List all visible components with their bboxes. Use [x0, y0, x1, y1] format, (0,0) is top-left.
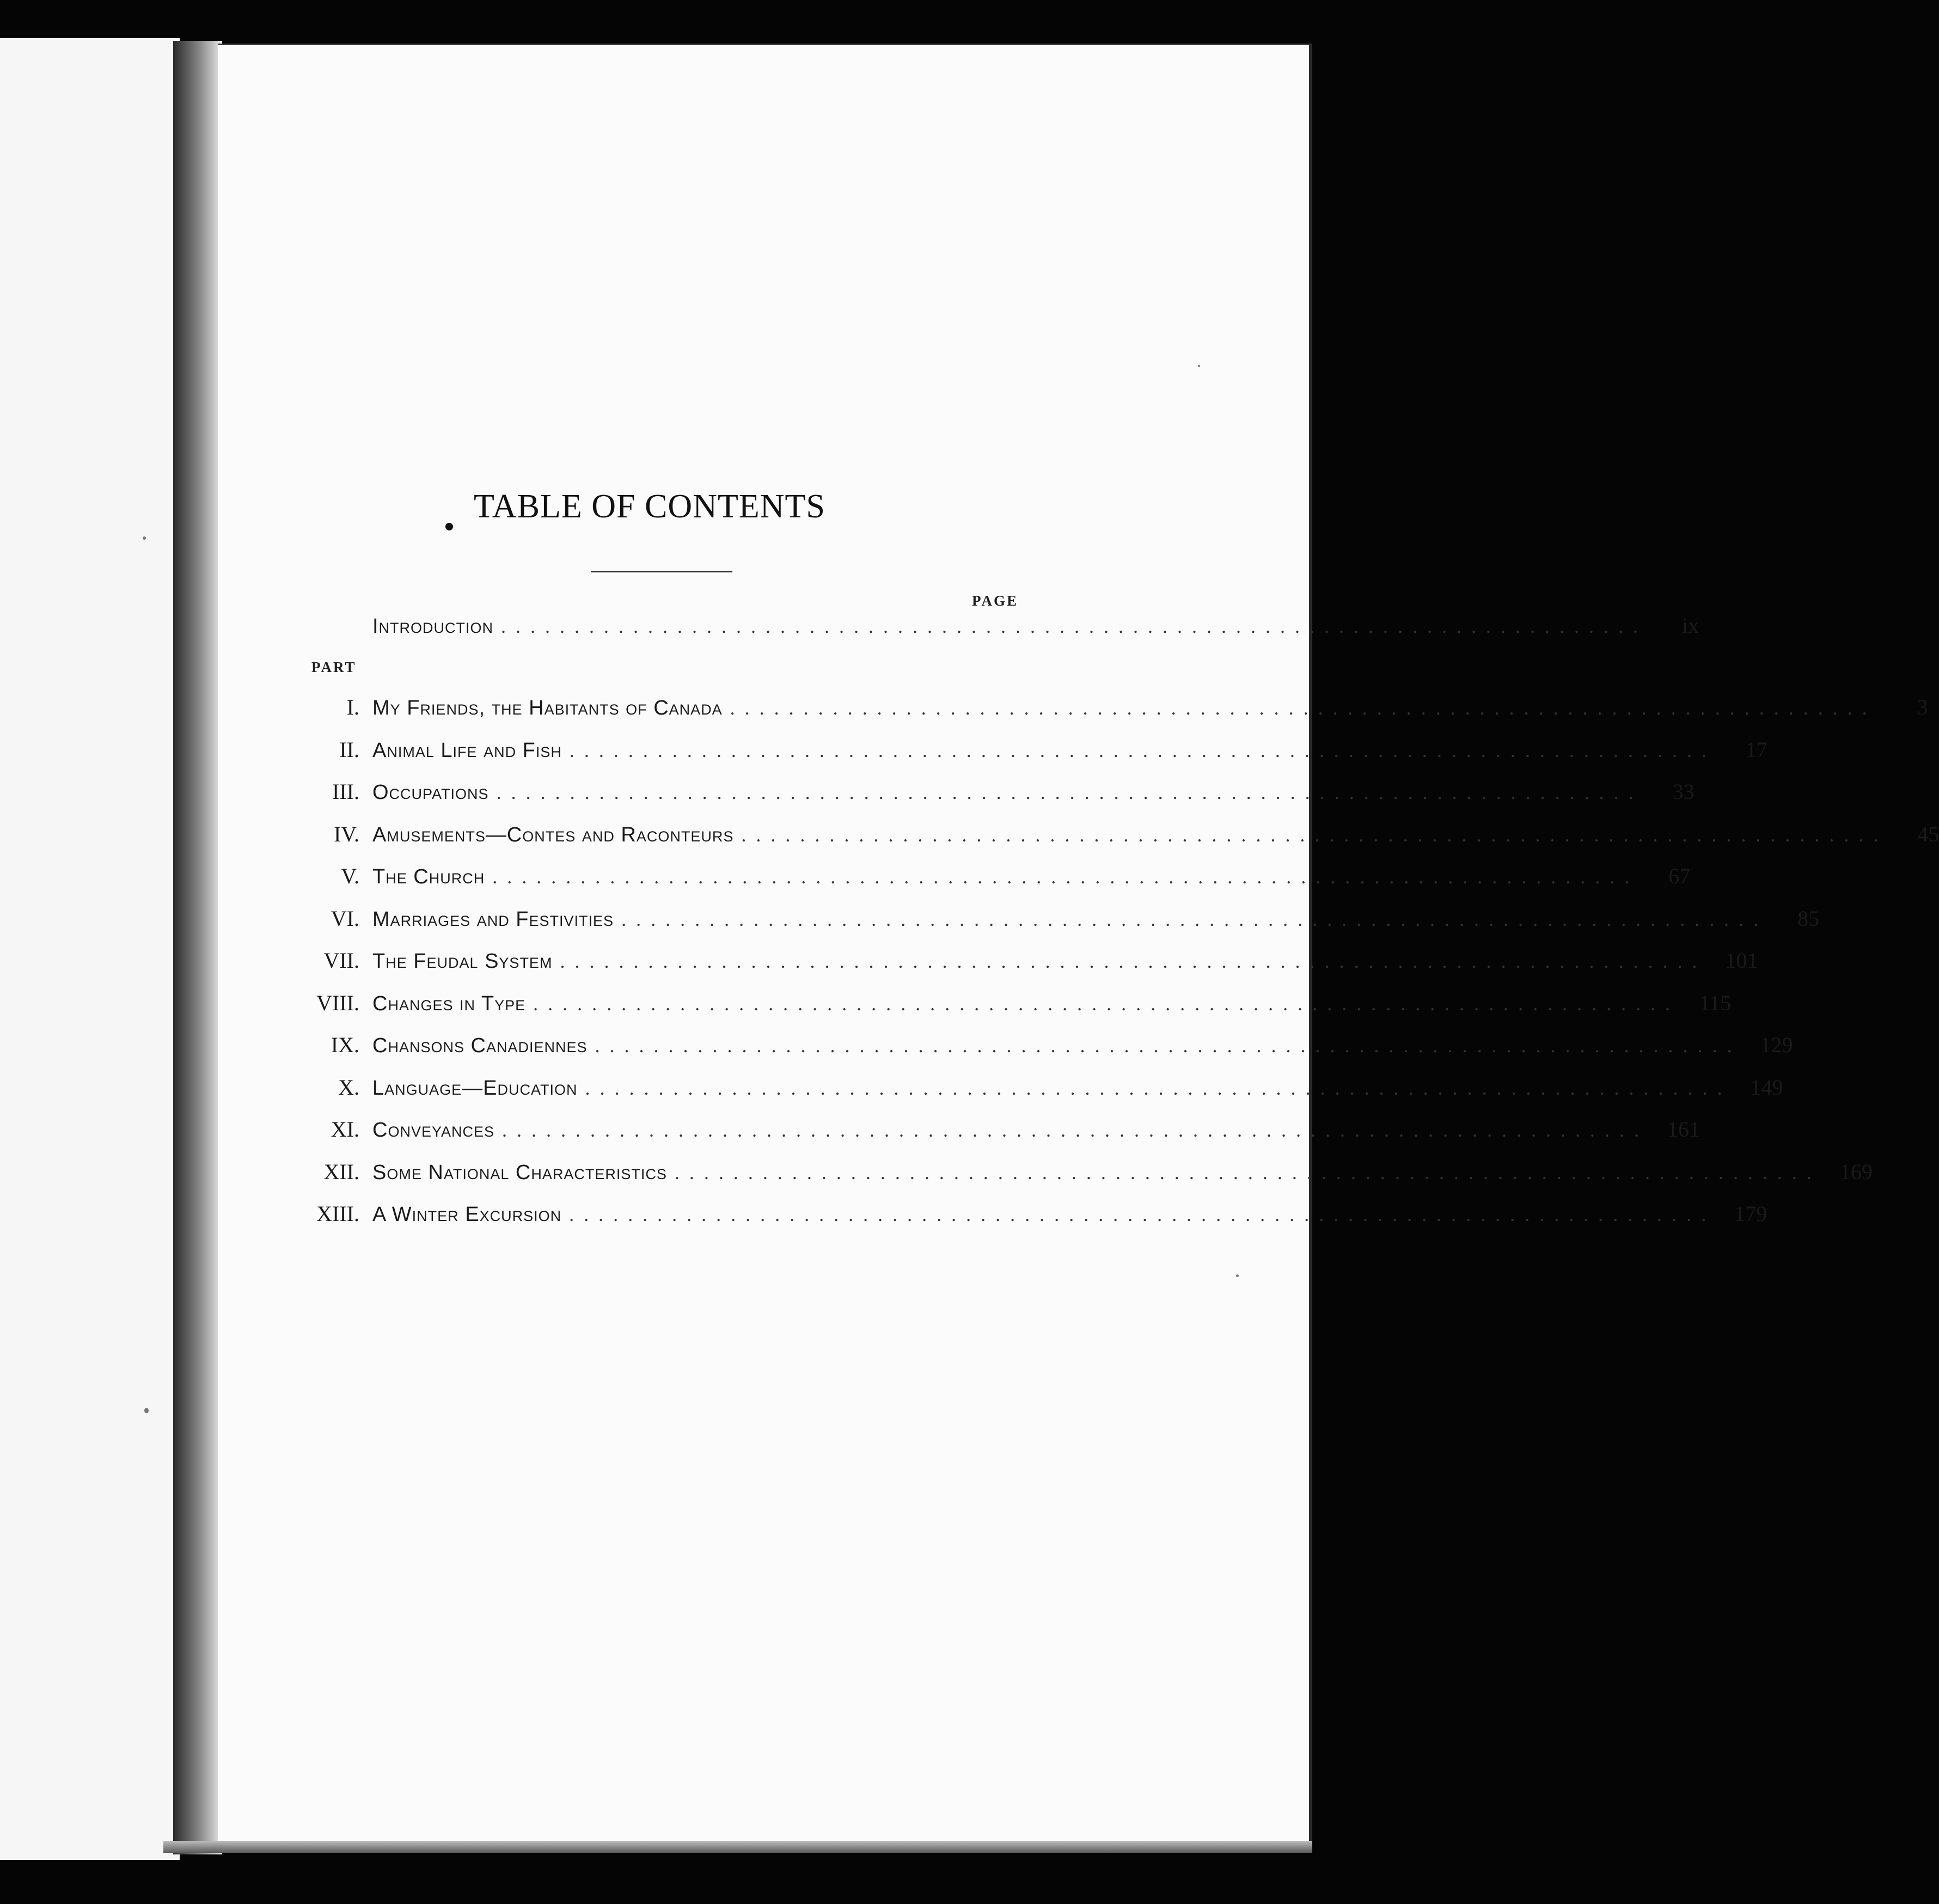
toc-page-number: 115	[1699, 991, 1732, 1015]
toc-row	[289, 821, 1939, 854]
title-rule	[591, 571, 732, 572]
toc-row	[289, 863, 1691, 896]
toc-row	[289, 1032, 1793, 1065]
toc-part-number: II.	[339, 737, 359, 762]
dot-leader: ..............................................................................	[730, 697, 1877, 719]
toc-page-number: 179	[1734, 1201, 1767, 1226]
toc-page-number: 33	[1672, 779, 1695, 804]
dot-leader: ..............................................................................	[502, 1119, 1649, 1141]
part-column-heading: PART	[311, 659, 357, 675]
left-page-edge	[0, 38, 180, 1860]
toc-row	[289, 1075, 1783, 1107]
dust-speck	[144, 1408, 149, 1413]
toc-row	[289, 1201, 1767, 1234]
toc-row	[289, 779, 1695, 811]
contents-page	[218, 44, 1312, 1842]
toc-part-number: I.	[346, 695, 359, 719]
dot-leader: ..............................................................................	[569, 740, 1716, 761]
toc-title: The Church	[372, 865, 485, 888]
toc-title: My Friends, the Habitants of Canada	[372, 697, 723, 719]
toc-title: A Winter Excursion	[372, 1203, 562, 1226]
dot-leader: ..............................................................................	[560, 950, 1707, 972]
dot-leader: ..............................................................................	[496, 782, 1643, 803]
toc-row	[289, 737, 1767, 770]
dot-leader: ..............................................................................	[674, 1162, 1821, 1183]
toc-part-number: X.	[338, 1075, 359, 1100]
toc-title: Chansons Canadiennes	[372, 1034, 588, 1057]
toc-page-number: 17	[1745, 737, 1767, 762]
page-column-heading: PAGE	[972, 593, 1018, 609]
toc-part-number: XII.	[323, 1160, 359, 1184]
toc-page-number: 149	[1750, 1075, 1783, 1100]
toc-part-number: VIII.	[316, 991, 359, 1015]
toc-title: Marriages and Festivities	[372, 908, 614, 931]
toc-title: Occupations	[372, 781, 489, 804]
toc-page-number: 101	[1725, 948, 1758, 973]
dot-leader: ..............................................................................	[569, 1204, 1716, 1225]
toc-page-number: 169	[1839, 1160, 1873, 1184]
toc-page-number: 129	[1760, 1033, 1793, 1057]
toc-title: Conveyances	[372, 1119, 494, 1142]
toc-part-number: XIII.	[316, 1201, 359, 1226]
toc-part-number: VI.	[331, 906, 359, 931]
toc-page-number: 67	[1668, 864, 1691, 888]
dot-leader: ..............................................................................	[621, 908, 1769, 930]
toc-page-number: 3	[1917, 695, 1928, 719]
toc-part-number: III.	[332, 779, 359, 804]
toc-row	[289, 1159, 1873, 1192]
toc-row	[289, 1116, 1700, 1149]
toc-title: Amusements—Contes and Raconteurs	[372, 823, 734, 846]
toc-title: Language—Education	[372, 1077, 578, 1100]
dust-speck	[1236, 1274, 1239, 1277]
dot-leader: ..............................................................................	[595, 1035, 1742, 1057]
toc-row-introduction	[289, 613, 1699, 645]
toc-page-number: 45	[1917, 822, 1939, 846]
dot-leader: ..............................................................................	[741, 824, 1888, 846]
toc-part-number: VII.	[323, 948, 359, 973]
toc-part-number: IV.	[333, 822, 359, 846]
toc-part-number: V.	[341, 864, 359, 888]
toc-row	[289, 948, 1758, 980]
dot-leader: ..............................................................................	[501, 615, 1648, 637]
title-ornament-dot	[445, 523, 453, 530]
toc-part-number: XI.	[331, 1117, 359, 1142]
toc-page-number: 85	[1797, 906, 1820, 931]
dot-leader: ..............................................................................	[492, 866, 1640, 888]
toc-title: The Feudal System	[372, 950, 553, 973]
page-bottom-edge	[163, 1841, 1312, 1853]
book-gutter-shadow	[173, 41, 222, 1854]
dust-speck	[143, 536, 146, 540]
dot-leader: ..............................................................................	[585, 1077, 1732, 1099]
toc-title: Introduction	[372, 615, 494, 638]
toc-part-number: IX.	[331, 1033, 359, 1057]
toc-title: Changes in Type	[372, 992, 526, 1015]
dot-leader: ..............................................................................	[533, 993, 1680, 1015]
toc-title: Some National Characteristics	[372, 1161, 667, 1184]
toc-row	[289, 694, 1928, 727]
dust-speck	[1198, 365, 1200, 367]
toc-row	[289, 990, 1732, 1023]
toc-page-number: ix	[1681, 613, 1699, 638]
page-title: TABLE OF CONTENTS	[474, 488, 825, 525]
toc-title: Animal Life and Fish	[372, 739, 562, 762]
toc-row	[289, 906, 1820, 938]
toc-page-number: 161	[1667, 1117, 1700, 1142]
